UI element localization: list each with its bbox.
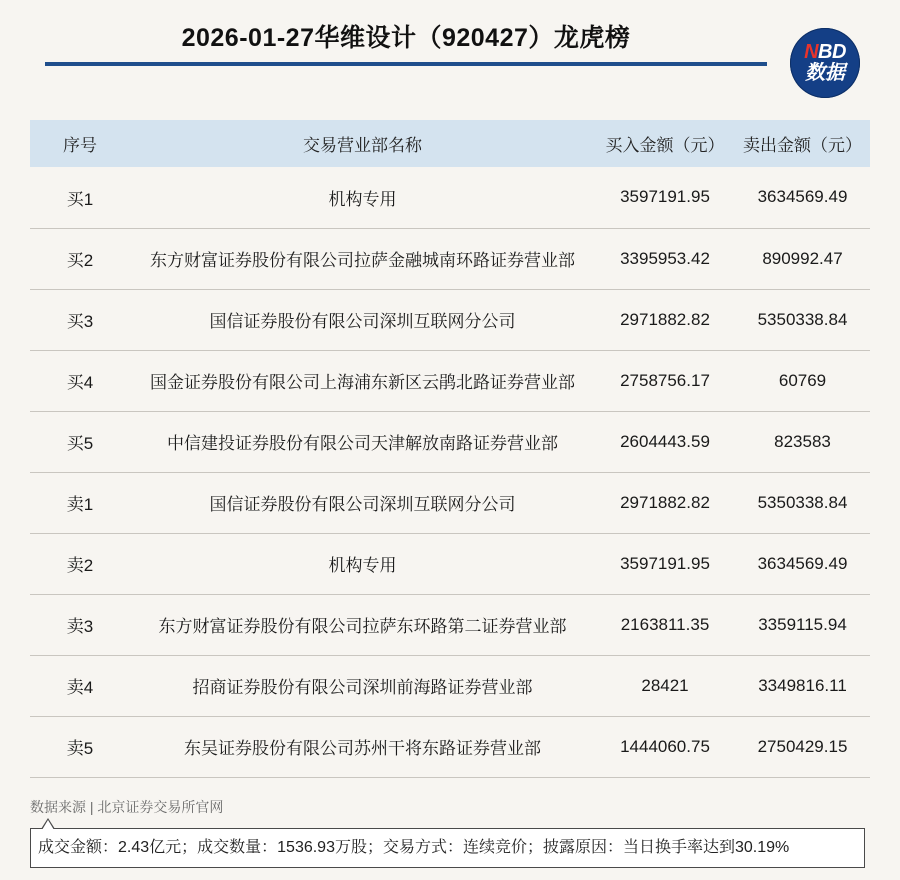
row-index: 卖4 [66, 678, 94, 697]
broker-name: 东吴证券股份有限公司苏州干将东路证券营业部 [184, 739, 541, 758]
sell-amount: 2750429.15 [757, 736, 848, 756]
buy-amount: 3395953.42 [620, 248, 710, 268]
column-header-index: 序号 [63, 136, 97, 155]
table-row [30, 594, 870, 655]
table-row [30, 716, 870, 777]
row-index: 买5 [66, 434, 94, 453]
column-header-broker: 交易营业部名称 [303, 136, 422, 155]
logo-wordmark-rest: BD [818, 41, 846, 63]
broker-name: 国信证券股份有限公司深圳互联网分公司 [209, 495, 516, 514]
callout-pointer-fill [42, 820, 54, 830]
buy-amount: 2758756.17 [620, 370, 710, 390]
broker-name: 机构专用 [328, 556, 397, 575]
buy-amount: 2604443.59 [620, 431, 710, 451]
table-row [30, 167, 870, 228]
row-index: 买1 [66, 189, 94, 209]
buy-amount: 2971882.82 [620, 309, 710, 329]
sell-amount: 3359115.94 [758, 614, 847, 634]
sell-amount: 823583 [774, 431, 831, 451]
row-index: 卖5 [66, 739, 94, 758]
row-index: 买3 [66, 312, 94, 331]
row-index: 买2 [66, 251, 94, 270]
row-index: 卖2 [66, 556, 94, 575]
sell-amount: 3634569.49 [757, 187, 848, 207]
dragon-tiger-table [30, 120, 870, 778]
buy-amount: 2163811.35 [620, 614, 710, 634]
trade-summary-box: 成交金额：2.43亿元；成交数量：1536.93万股；交易方式：连续竞价；披露原因：当日换手率达到30.19% [30, 828, 865, 868]
column-header-sell-amount: 卖出金额（元） [743, 136, 862, 155]
table-row [30, 228, 870, 289]
logo-subtitle: 数据 [805, 62, 845, 84]
title-underline [45, 62, 767, 66]
broker-name: 招商证券股份有限公司深圳前海路证券营业部 [192, 678, 533, 697]
sell-amount: 60769 [778, 370, 827, 390]
sell-amount: 890992.47 [762, 248, 843, 268]
data-source: 数据来源 | 北京证券交易所官网 [30, 799, 224, 815]
column-header-buy-amount: 买入金额（元） [605, 136, 725, 155]
table-row [30, 411, 870, 472]
table-row [30, 655, 870, 716]
page-title: 2026-01-27华维设计（920427）龙虎榜 [181, 24, 631, 52]
table-header-row [30, 120, 870, 167]
table-row [30, 350, 870, 411]
sell-amount: 5350338.84 [757, 309, 848, 329]
table-row [30, 533, 870, 594]
buy-amount: 3597191.95 [620, 553, 710, 573]
buy-amount: 2971882.82 [620, 492, 710, 512]
nbd-logo [790, 28, 860, 98]
row-index: 卖1 [66, 495, 94, 514]
row-index: 卖3 [66, 617, 94, 636]
broker-name: 东方财富证券股份有限公司拉萨东环路第二证券营业部 [158, 617, 567, 636]
broker-name: 国金证券股份有限公司上海浦东新区云鹃北路证券营业部 [150, 373, 575, 392]
buy-amount: 1444060.75 [620, 736, 710, 756]
table-row [30, 289, 870, 350]
row-index: 买4 [66, 373, 94, 392]
broker-name: 国信证券股份有限公司深圳互联网分公司 [209, 312, 516, 331]
sell-amount: 3634569.49 [757, 553, 848, 573]
table-row [30, 472, 870, 533]
sell-amount: 3349816.11 [758, 675, 847, 695]
broker-name: 中信建投证券股份有限公司天津解放南路证券营业部 [167, 434, 558, 453]
sell-amount: 5350338.84 [757, 492, 848, 512]
buy-amount: 28421 [641, 675, 689, 695]
logo-accent-letter: N [804, 41, 819, 63]
buy-amount: 3597191.95 [620, 187, 710, 207]
broker-name: 东方财富证券股份有限公司拉萨金融城南环路证券营业部 [150, 251, 575, 270]
logo-wordmark [804, 42, 846, 62]
broker-name: 机构专用 [328, 189, 397, 209]
